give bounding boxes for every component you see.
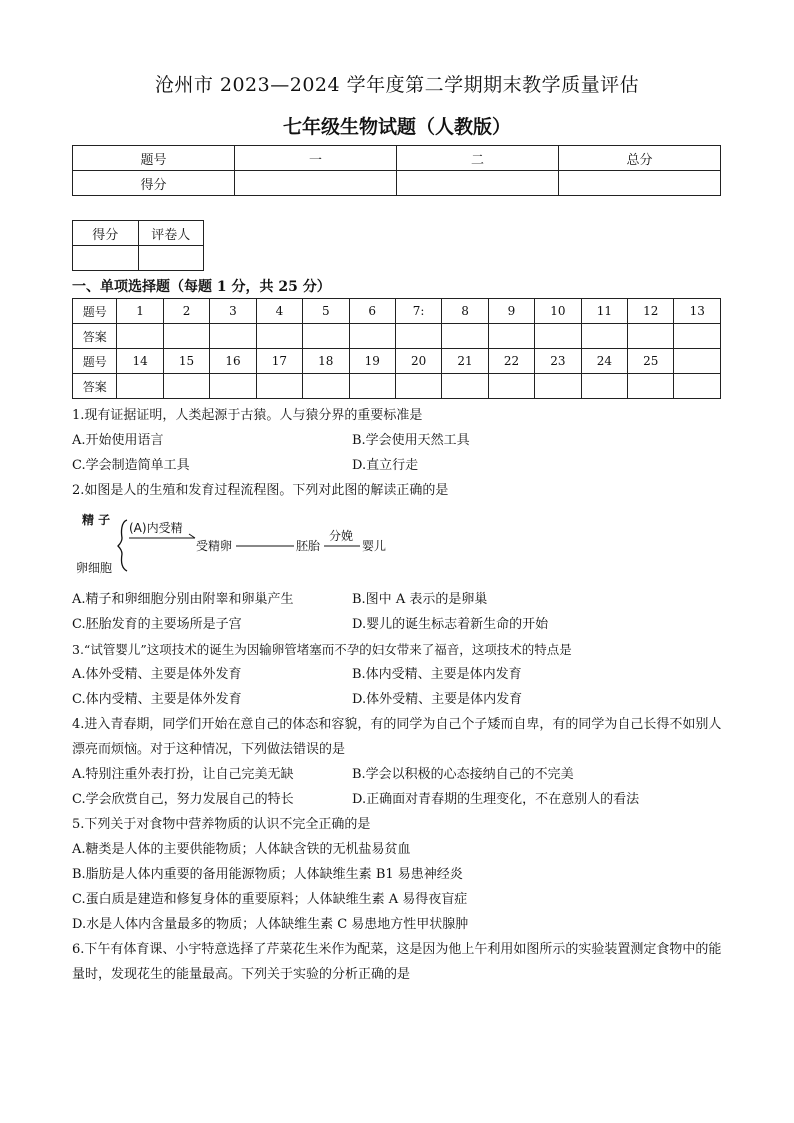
row-label: 答案 bbox=[73, 324, 117, 349]
answer-cell[interactable] bbox=[303, 324, 349, 349]
question-number: 14 bbox=[117, 349, 163, 374]
table-cell: 评卷人 bbox=[138, 221, 204, 246]
table-cell: 总分 bbox=[559, 146, 721, 171]
reproduction-flow-diagram bbox=[72, 508, 402, 580]
question-number: 11 bbox=[581, 299, 627, 324]
question-number: 19 bbox=[349, 349, 395, 374]
diagram-baby: 婴儿 bbox=[362, 539, 387, 553]
question-3-option-b[interactable]: B.体内受精、主要是体内发育 bbox=[352, 667, 522, 682]
diagram-fertilized-egg: 受精卵 bbox=[196, 539, 233, 553]
answer-cell[interactable] bbox=[628, 374, 674, 399]
question-5-stem: 5.下列关于对食物中营养物质的认识不完全正确的是 bbox=[72, 817, 371, 832]
row-label: 答案 bbox=[73, 374, 117, 399]
question-5-option-d[interactable]: D.水是人体内含量最多的物质；人体缺维生素 C 易患地方性甲状腺肿 bbox=[72, 917, 469, 932]
question-1-stem: 1.现有证据证明，人类起源于古猿。人与猿分界的重要标准是 bbox=[72, 408, 423, 423]
table-cell: 得分 bbox=[73, 221, 139, 246]
question-1-option-b[interactable]: B.学会使用天然工具 bbox=[352, 433, 470, 448]
answer-cell[interactable] bbox=[581, 324, 627, 349]
question-number: 10 bbox=[535, 299, 581, 324]
answer-cell[interactable] bbox=[535, 324, 581, 349]
grader-input-cell[interactable] bbox=[138, 246, 204, 271]
answer-cell[interactable] bbox=[442, 374, 488, 399]
row-label: 题号 bbox=[73, 299, 117, 324]
answer-cell[interactable] bbox=[395, 324, 441, 349]
section-heading: 一、单项选择题（每题 1 分，共 25 分） bbox=[72, 279, 331, 295]
question-6-stem: 6.下午有体育课、小宇特意选择了芹菜花生米作为配菜，这是因为他上午利用如图所示的实验装置测定食物中的能量时，发现花生的能量最高。下列关于实验的分析正确的是 bbox=[72, 942, 722, 982]
question-number: 17 bbox=[256, 349, 302, 374]
question-number: 3 bbox=[210, 299, 256, 324]
table-row bbox=[73, 171, 721, 196]
question-number: 8 bbox=[442, 299, 488, 324]
question-number: 13 bbox=[674, 299, 721, 324]
answer-cell[interactable] bbox=[117, 324, 163, 349]
diagram-a-label: (A)内受精 bbox=[129, 521, 183, 535]
question-number: 16 bbox=[210, 349, 256, 374]
question-2-option-d[interactable]: D.婴儿的诞生标志着新生命的开始 bbox=[352, 617, 549, 632]
question-number: 4 bbox=[256, 299, 302, 324]
question-4-stem: 4.进入青春期，同学们开始在意自己的体态和容貌，有的同学为自己个子矮而自卑，有的同学为自己长得不如别人漂亮而烦恼。对于这种情况，下列做法错误的是 bbox=[72, 717, 722, 757]
question-number: 23 bbox=[535, 349, 581, 374]
answer-cell[interactable] bbox=[674, 324, 721, 349]
question-number: 7: bbox=[395, 299, 441, 324]
question-5-option-b[interactable]: B.脂肪是人体内重要的备用能源物质；人体缺维生素 B1 易患神经炎 bbox=[72, 867, 463, 882]
question-number: 24 bbox=[581, 349, 627, 374]
exam-subtitle: 七年级生物试题（人教版） bbox=[282, 116, 511, 138]
question-1-option-a[interactable]: A.开始使用语言 bbox=[72, 433, 164, 448]
answer-cell[interactable] bbox=[163, 374, 209, 399]
question-2-stem: 2.如图是人的生殖和发育过程流程图。下列对此图的解读正确的是 bbox=[72, 483, 449, 498]
row-label: 题号 bbox=[73, 349, 117, 374]
question-5-option-c[interactable]: C.蛋白质是建造和修复身体的重要原料；人体缺维生素 A 易得夜盲症 bbox=[72, 892, 468, 907]
table-cell: 题号 bbox=[73, 146, 235, 171]
question-number: 12 bbox=[628, 299, 674, 324]
table-row bbox=[73, 374, 721, 399]
question-4-option-d[interactable]: D.正确面对青春期的生理变化，不在意别人的看法 bbox=[352, 792, 640, 807]
answer-cell[interactable] bbox=[488, 374, 534, 399]
question-number: 15 bbox=[163, 349, 209, 374]
question-3-option-a[interactable]: A.体外受精、主要是体外发育 bbox=[72, 667, 242, 682]
question-2-option-b[interactable]: B.图中 A 表示的是卵巢 bbox=[352, 592, 488, 607]
answer-cell[interactable] bbox=[674, 374, 721, 399]
answer-table bbox=[72, 298, 721, 399]
exam-title: 沧州市 2023—2024 学年度第二学期期末教学质量评估 bbox=[154, 74, 640, 96]
question-number: 1 bbox=[117, 299, 163, 324]
table-cell: 一 bbox=[235, 146, 397, 171]
diagram-egg-label: 卵细胞 bbox=[76, 561, 113, 575]
score-table bbox=[72, 145, 721, 196]
score-input-cell[interactable] bbox=[559, 171, 721, 196]
grader-table bbox=[72, 220, 204, 271]
question-3-stem: 3.“试管婴儿”这项技术的诞生为因输卵管堵塞而不孕的妇女带来了福音，这项技术的特点是 bbox=[72, 642, 572, 657]
answer-cell[interactable] bbox=[163, 324, 209, 349]
question-number bbox=[674, 349, 721, 374]
answer-cell[interactable] bbox=[349, 374, 395, 399]
table-row bbox=[73, 246, 204, 271]
question-number: 25 bbox=[628, 349, 674, 374]
answer-cell[interactable] bbox=[210, 374, 256, 399]
answer-cell[interactable] bbox=[535, 374, 581, 399]
score-input-cell[interactable] bbox=[397, 171, 559, 196]
question-number: 5 bbox=[303, 299, 349, 324]
question-number: 22 bbox=[488, 349, 534, 374]
answer-cell[interactable] bbox=[349, 324, 395, 349]
question-number: 18 bbox=[303, 349, 349, 374]
question-number: 9 bbox=[488, 299, 534, 324]
question-1-option-c[interactable]: C.学会制造简单工具 bbox=[72, 458, 190, 473]
answer-cell[interactable] bbox=[488, 324, 534, 349]
table-row bbox=[73, 221, 204, 246]
answer-cell[interactable] bbox=[395, 374, 441, 399]
question-1-option-d[interactable]: D.直立行走 bbox=[352, 458, 419, 473]
table-row bbox=[73, 146, 721, 171]
answer-cell[interactable] bbox=[210, 324, 256, 349]
question-5-option-a[interactable]: A.糖类是人体的主要供能物质；人体缺含铁的无机盐易贫血 bbox=[72, 842, 411, 857]
score-input-cell[interactable] bbox=[235, 171, 397, 196]
answer-cell[interactable] bbox=[303, 374, 349, 399]
answer-cell[interactable] bbox=[256, 374, 302, 399]
table-cell: 得分 bbox=[73, 171, 235, 196]
question-3-option-c[interactable]: C.体内受精、主要是体外发育 bbox=[72, 692, 242, 707]
answer-cell[interactable] bbox=[442, 324, 488, 349]
question-2-option-c[interactable]: C.胚胎发育的主要场所是子宫 bbox=[72, 617, 242, 632]
question-number: 2 bbox=[163, 299, 209, 324]
score-input-cell[interactable] bbox=[73, 246, 139, 271]
question-4-option-b[interactable]: B.学会以积极的心态接纳自己的不完美 bbox=[352, 767, 574, 782]
question-3-option-d[interactable]: D.体外受精、主要是体内发育 bbox=[352, 692, 523, 707]
table-cell: 二 bbox=[397, 146, 559, 171]
table-row bbox=[73, 324, 721, 349]
diagram-brace bbox=[118, 520, 127, 571]
diagram-arrow-head bbox=[189, 534, 195, 538]
question-number: 6 bbox=[349, 299, 395, 324]
answer-cell[interactable] bbox=[256, 324, 302, 349]
diagram-birth-label: 分娩 bbox=[329, 529, 354, 543]
question-number: 21 bbox=[442, 349, 488, 374]
answer-cell[interactable] bbox=[117, 374, 163, 399]
diagram-embryo: 胚胎 bbox=[296, 539, 321, 553]
question-2-option-a[interactable]: A.精子和卵细胞分别由附睾和卵巢产生 bbox=[72, 592, 294, 607]
question-number: 20 bbox=[395, 349, 441, 374]
table-row bbox=[73, 299, 721, 324]
question-4-option-a[interactable]: A.特别注重外表打扮，让自己完美无缺 bbox=[72, 767, 294, 782]
answer-cell[interactable] bbox=[628, 324, 674, 349]
answer-cell[interactable] bbox=[581, 374, 627, 399]
table-row bbox=[73, 349, 721, 374]
diagram-sperm-label: 精 子 bbox=[82, 513, 111, 527]
question-4-option-c[interactable]: C.学会欣赏自己，努力发展自己的特长 bbox=[72, 792, 294, 807]
